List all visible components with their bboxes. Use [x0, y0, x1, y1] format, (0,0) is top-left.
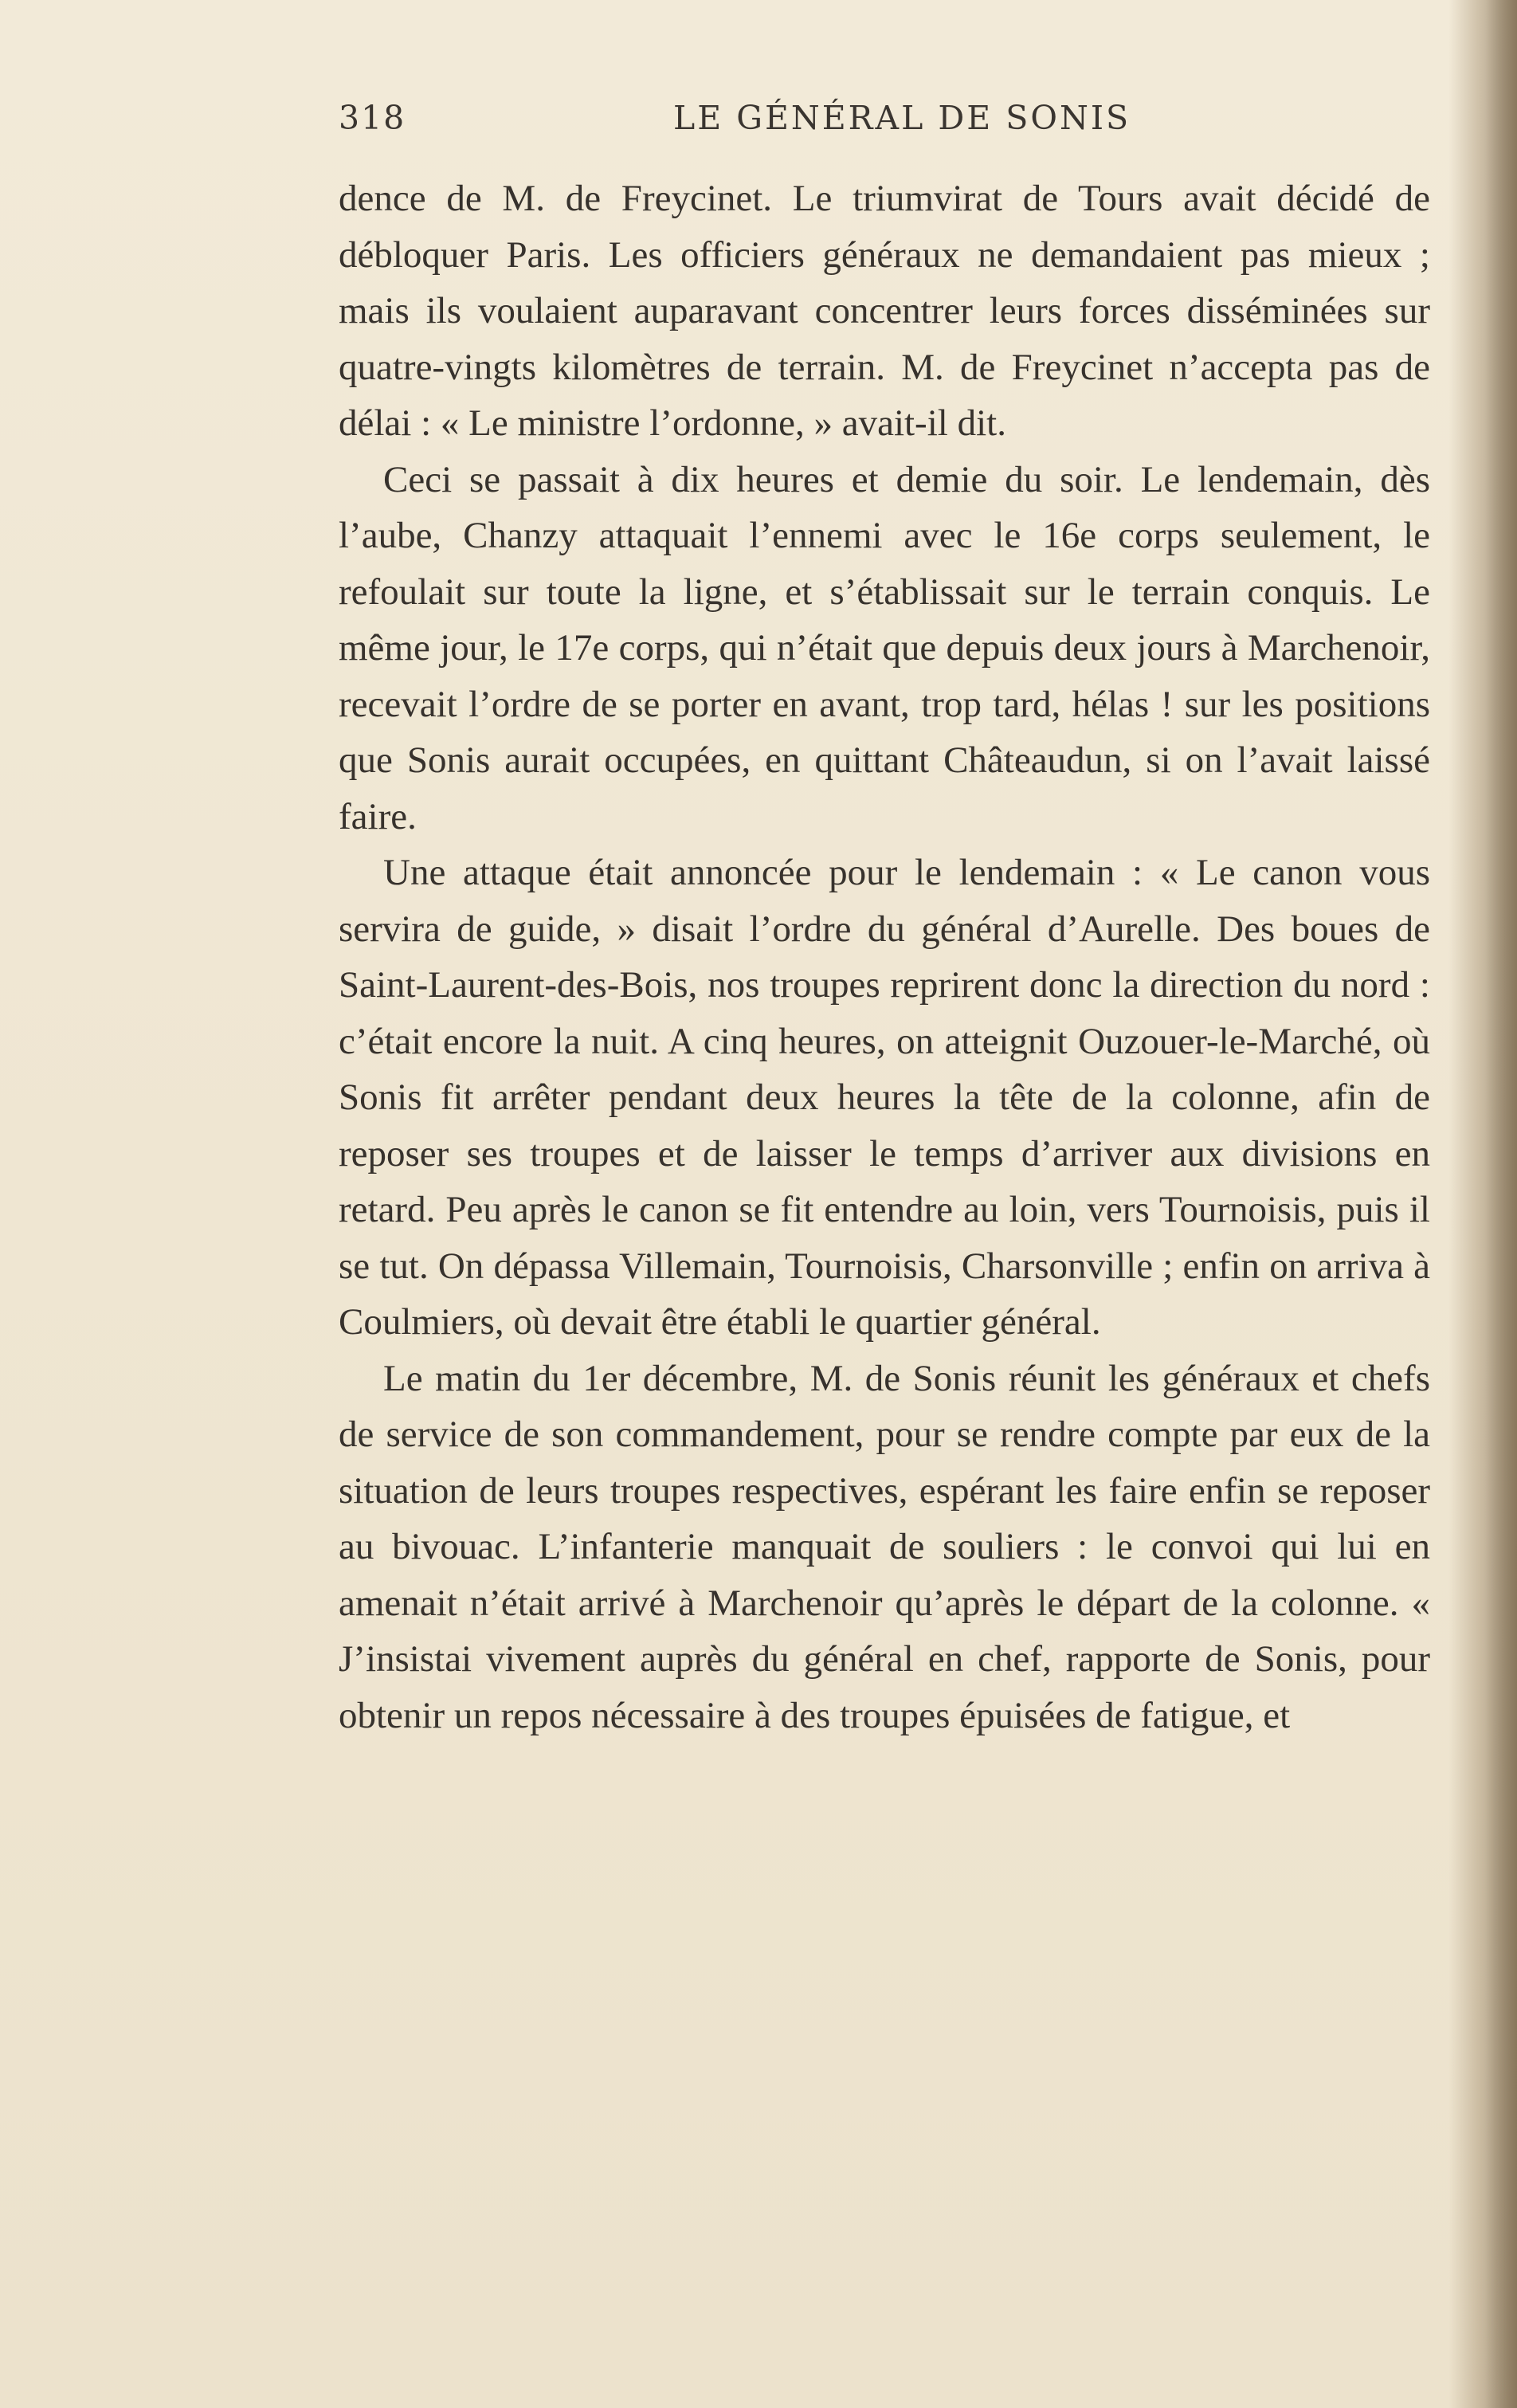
page-number: 318	[339, 99, 406, 137]
paragraph-3: Une attaque était annoncée pour le lendemain : « Le canon vous servira de guide, » disait l’ordre du général d’Aurelle. Des boues de Saint-Laurent-des-Bois, nos troupes reprirent donc la direction du nord : c’était encore la nuit. A cinq heures, on atteignit Ouzouer-le-Marché, où Sonis fit arrêter pendant deux heures la tête de la colonne, afin de reposer ses troupes et de laisser le temps d’arriver aux divisions en retard. Peu après le canon se fit entendre au loin, vers Tournoisis, puis il se tut. On dépassa Villemain, Tournoisis, Charsonville ; enfin on arriva à Coulmiers, où devait être établi le quartier général.	[339, 852, 1430, 1343]
paragraph-1: dence de M. de Freycinet. Le triumvirat de Tours avait décidé de débloquer Paris. Les officiers généraux ne demandaient pas mieux ; mais ils voulaient auparavant concentrer leurs forces disséminées sur quatre-vingts kilomètres de terrain. M. de Freycinet n’accepta pas de délai : « Le ministre l’ordonne, » avait-il dit.	[339, 178, 1430, 444]
running-title: LE GÉNÉRAL DE SONIS	[673, 99, 1131, 137]
page-spine-shadow	[1485, 0, 1517, 2408]
body-text	[339, 171, 1430, 1743]
paragraph-2: Ceci se passait à dix heures et demie du soir. Le lendemain, dès l’aube, Chanzy attaquait l’ennemi avec le 16e corps seulement, le refoulait sur toute la ligne, et s’établissait sur le terrain conquis. Le même jour, le 17e corps, qui n’était que depuis deux jours à Marchenoir, recevait l’ordre de se porter en avant, trop tard, hélas ! sur les positions que Sonis aurait occupées, en quittant Châteaudun, si on l’avait laissé faire.	[339, 458, 1430, 837]
running-head	[339, 99, 1470, 155]
paragraph-4: Le matin du 1er décembre, M. de Sonis réunit les généraux et chefs de service de son commandement, pour se rendre compte par eux de la situation de leurs troupes respectives, espérant les faire enfin se reposer au bivouac. L’infanterie manquait de souliers : le convoi qui lui en amenait n’était arrivé à Marchenoir qu’après le départ de la colonne. « J’insistai vivement auprès du général en chef, rapporte de Sonis, pour obtenir un repos nécessaire à des troupes épuisées de fatigue, et	[339, 1357, 1430, 1736]
